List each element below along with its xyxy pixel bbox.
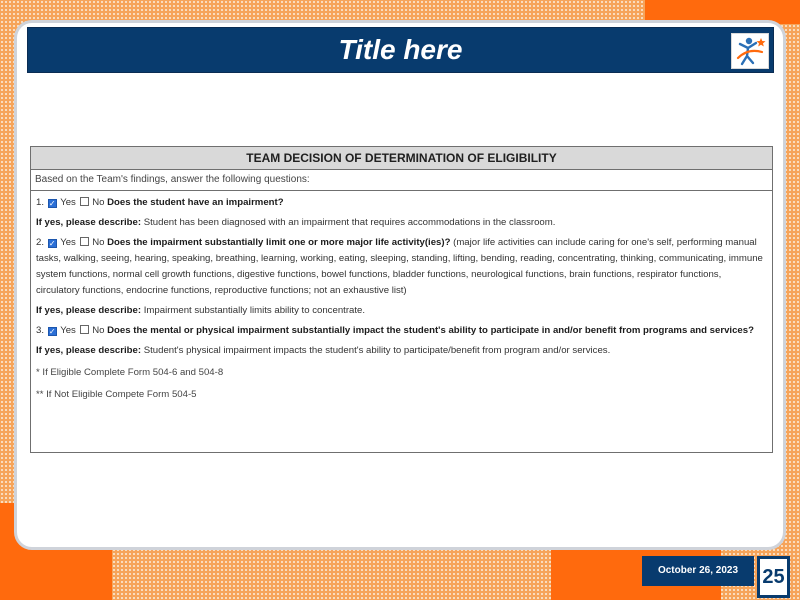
slide-title[interactable]: Title here [338,34,463,65]
describe-label: If yes, please describe: [36,217,142,228]
question-number: 3. [36,325,45,336]
describe-text[interactable]: Impairment substantially limits ability to concentrate. [143,305,366,316]
person-star-logo-icon [731,33,769,69]
slide-date: October 26, 2023 [642,556,754,586]
slide-canvas [14,20,786,550]
describe-text[interactable]: Student's physical impairment impacts the student's ability to participate/benefit from program and/or services. [143,345,611,356]
yes-checkbox[interactable]: ✓ [48,239,56,248]
no-label: No [92,197,105,208]
eligibility-form [30,146,773,453]
describe-label: If yes, please describe: [36,345,142,356]
question-text: Does the impairment substantially limit one or more major life activity(ies)? [107,237,451,248]
question-text: Does the student have an impairment? [107,197,284,208]
yes-checkbox[interactable]: ✓ [48,199,56,208]
describe-label: If yes, please describe: [36,305,142,316]
question-1 [36,195,766,231]
question-3 [36,323,766,359]
footnote-eligible: * If Eligible Complete Form 504-6 and 504-8 [36,367,224,378]
title-bar [27,27,774,73]
yes-label: Yes [60,325,76,336]
no-label: No [92,325,105,336]
yes-checkbox[interactable]: ✓ [48,327,56,336]
question-text: Does the mental or physical impairment substantially impact the student's ability to participate in and/or benefit from programs and services? [107,325,754,336]
yes-label: Yes [60,197,76,208]
slide-number: 25 [757,556,790,598]
question-number: 1. [36,197,45,208]
no-checkbox[interactable] [80,237,89,246]
describe-text[interactable]: Student has been diagnosed with an impairment that requires accommodations in the classroom. [143,217,556,228]
no-checkbox[interactable] [80,197,89,206]
question-note: (major life activities can include caring for one's self, performing manual tasks, walking, seeing, hearing, speaking, breathing, learning, working, eating, sleeping, standing, lifting, bending, reading, concentrating, thinking, communicating, immune system functions, normal cell growth functions, digestive functions, bowel functions, bladder functions, neurological functions, brain functions, respirator functions, circulatory functions, endocrine functions, reproductive functions; not an exhaustive list) [36,237,763,296]
form-header: TEAM DECISION OF DETERMINATION OF ELIGIBILITY [31,147,772,170]
question-number: 2. [36,237,45,248]
form-instructions: Based on the Team's findings, answer the following questions: [31,170,772,191]
footnote-not-eligible: ** If Not Eligible Compete Form 504-5 [36,389,197,400]
question-2 [36,235,766,319]
form-body [31,191,772,403]
no-label: No [92,237,105,248]
no-checkbox[interactable] [80,325,89,334]
yes-label: Yes [60,237,76,248]
